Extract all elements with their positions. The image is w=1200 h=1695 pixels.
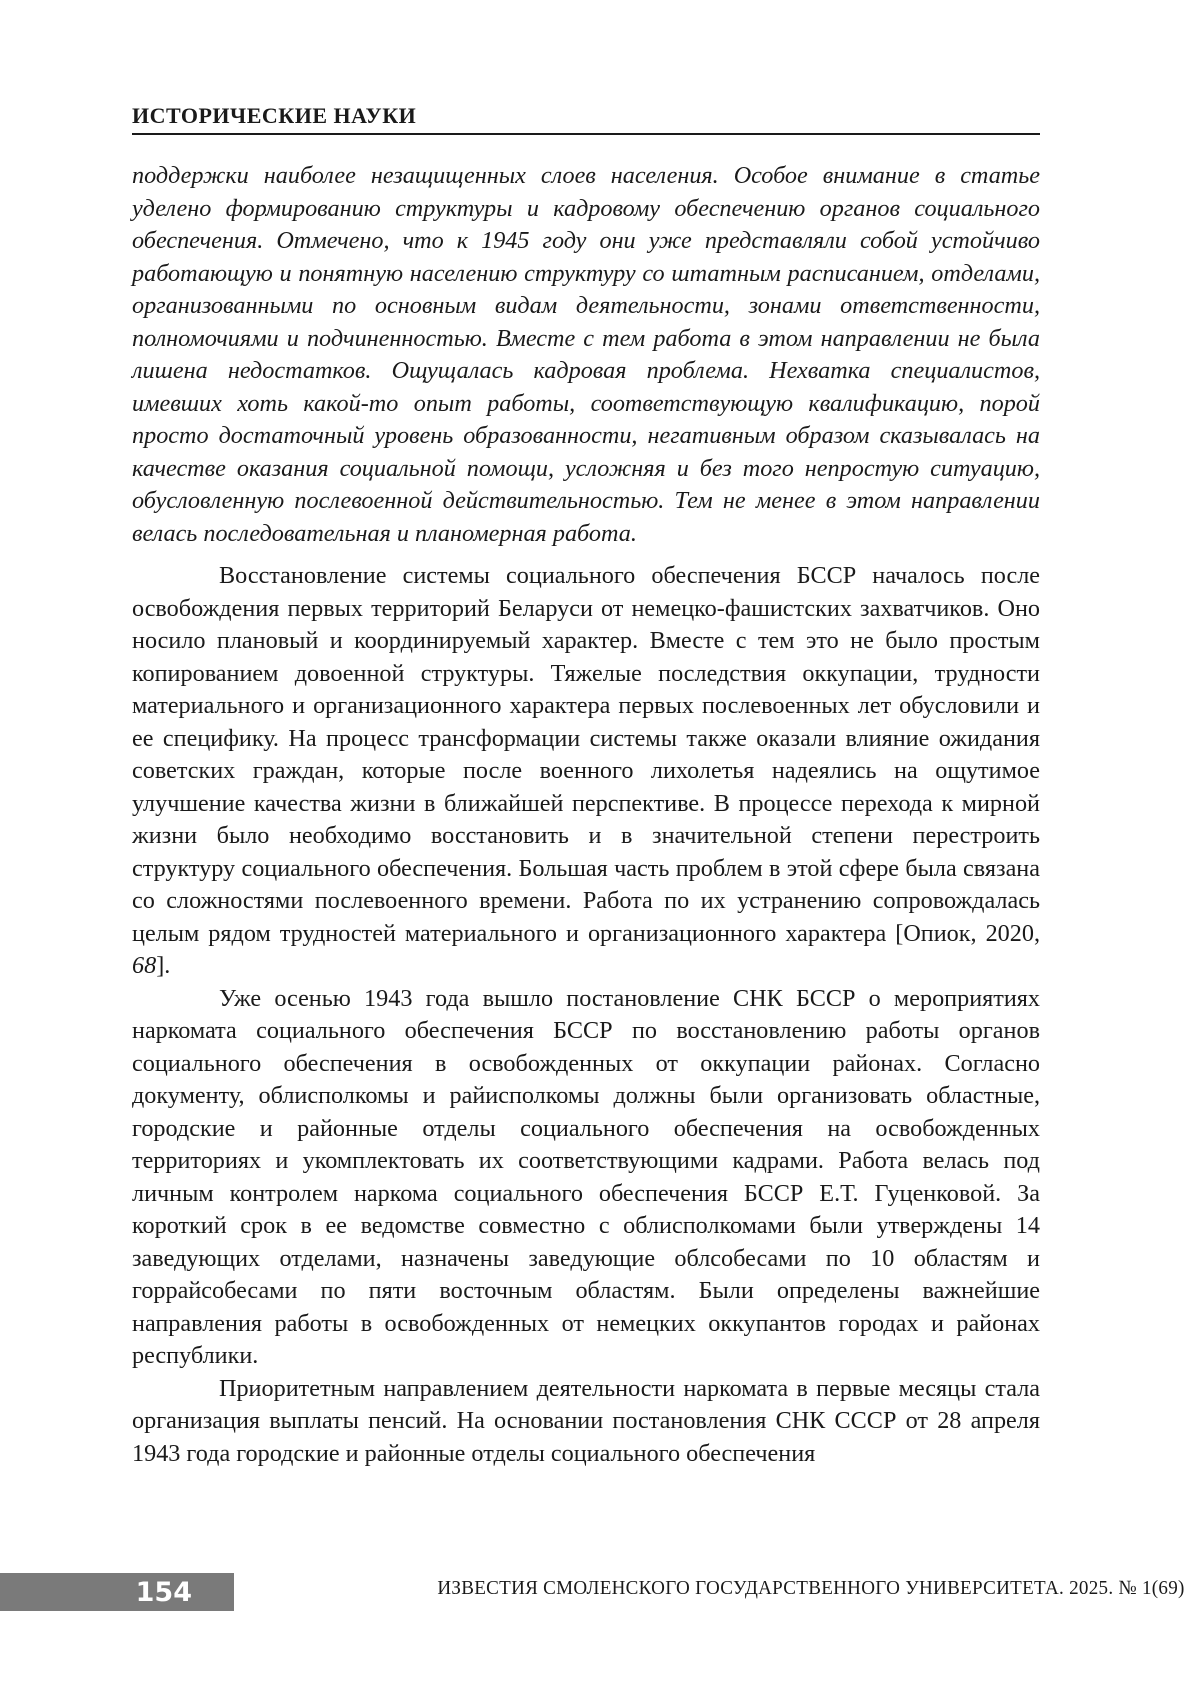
paragraph-text-end: ].	[156, 952, 171, 979]
abstract-paragraph: поддержки наиболее незащищенных слоев населения. Особое внимание в статье уделено формированию структуры и кадровому обеспечению органов социального обеспечения. Отмечено, что к 1945 году они уже представляли собой устойчиво работающую и понятную населению структуру со штатным расписанием, отделами, организованными по основным видам деятельности, зонами ответственности, полномочиями и подчиненностью. Вместе с тем работа в этом направлении не была лишена недостатков. Ощущалась кадровая проблема. Нехватка специалистов, имевших хоть какой-то опыт работы, соответствующую квалификацию, порой просто достаточный уровень образованности, негативным образом сказывалась на качестве оказания социальной помощи, усложняя и без того непростую ситуацию, обусловленную послевоенной действительностью. Тем не менее в этом направлении велась последовательная и планомерная работа.	[132, 162, 1040, 547]
citation-page: 68	[132, 952, 157, 979]
article-body	[132, 160, 1040, 1470]
section-header: ИСТОРИЧЕСКИЕ НАУКИ	[132, 103, 1040, 135]
paragraph-text: Восстановление системы социального обеспечения БССР началось после освобождения первых территорий Беларуси от немецко-фашистских захватчиков. Оно носило плановый и координируемый характер. Вместе с тем это не было простым копированием довоенной структуры. Тяжелые последствия оккупации, трудности материального и организационного характера первых послевоенных лет обусловили и ее специфику. На процесс трансформации системы также оказали влияние ожидания советских граждан, которые после военного лихолетья надеялись на ощутимое улучшение качества жизни в ближайшей перспективе. В процессе перехода к мирной жизни было необходимо восстановить и в значительной степени перестроить структуру социального обеспечения. Большая часть проблем в этой сфере была связана со сложностями послевоенного времени. Работа по их устранению сопровождалась целым рядом трудностей материального и организационного характера [Опиок, 2020,	[132, 562, 1040, 947]
page-footer	[0, 1573, 1200, 1611]
page-number: 154	[0, 1573, 234, 1611]
body-paragraph-1	[132, 560, 1040, 983]
body-paragraph-2: Уже осенью 1943 года вышло постановление СНК БССР о мероприятиях наркомата социального обеспечения БССР по восстановлению работы органов социального обеспечения в освобожденных от оккупации районах. Согласно документу, облисполкомы и райисполкомы должны были организовать областные, городские и районные отделы социального обеспечения на освобожденных территориях и укомплектовать их соответствующими кадрами. Работа велась под личным контролем наркома социального обеспечения БССР Е.Т. Гуценковой. За короткий срок в ее ведомстве совместно с облисполкомами были утверждены 14 заведующих отделами, назначены заведующие облсобесами по 10 областям и горрайсобесами по пяти восточным областям. Были определены важнейшие направления работы в освобожденных от немецких оккупантов городах и районах республики.	[132, 984, 1040, 1369]
body-paragraph-3: Приоритетным направлением деятельности наркомата в первые месяцы стала организация выплаты пенсий. На основании постановления СНК СССР от 28 апреля 1943 года городские и районные отделы социального обеспечения	[132, 1374, 1040, 1467]
journal-running-title: ИЗВЕСТИЯ СМОЛЕНСКОГО ГОСУДАРСТВЕННОГО УНИВЕРСИТЕТА. 2025. № 1(69)	[437, 1577, 1185, 1599]
